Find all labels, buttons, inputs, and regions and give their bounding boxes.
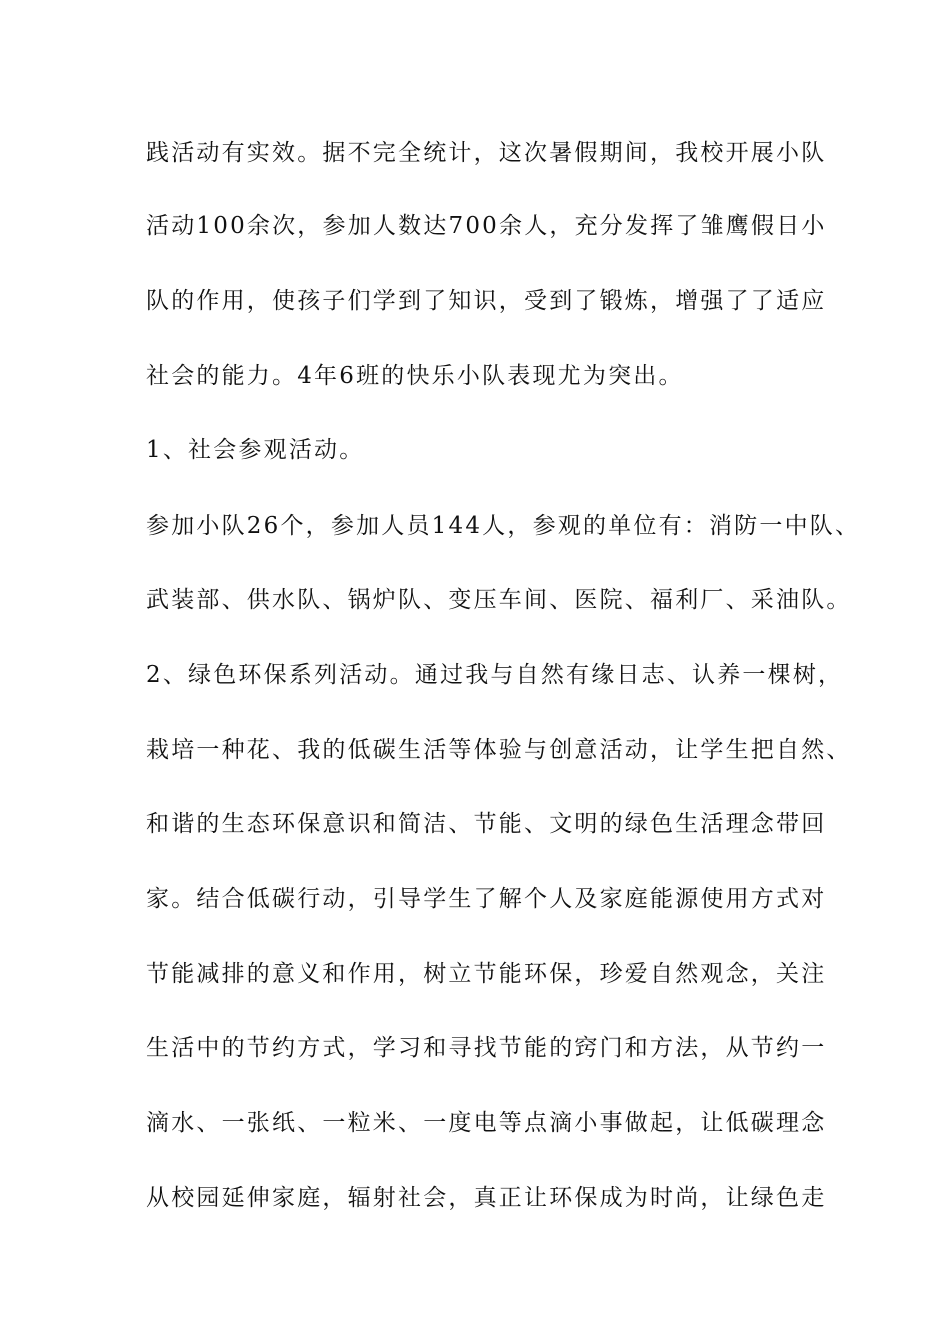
text-line: 滴水、一张纸、一粒米、一度电等点滴小事做起，让低碳理念	[146, 1110, 827, 1136]
text-line: 武装部、供水队、锅炉队、变压车间、医院、福利厂、采油队。	[146, 587, 852, 613]
text-line: 从校园延伸家庭，辐射社会，真正让环保成为时尚，让绿色走	[146, 1185, 827, 1211]
text-line: 社会的能力。4年6班的快乐小队表现尤为突出。	[146, 363, 684, 389]
text-line: 栽培一种花、我的低碳生活等体验与创意活动，让学生把自然、	[146, 737, 852, 763]
text-line: 家。结合低碳行动，引导学生了解个人及家庭能源使用方式对	[146, 886, 827, 912]
text-line: 活动100余次，参加人数达700余人，充分发挥了雏鹰假日小	[146, 213, 827, 239]
text-line: 践活动有实效。据不完全统计，这次暑假期间，我校开展小队	[146, 140, 827, 166]
text-line: 和谐的生态环保意识和简洁、节能、文明的绿色生活理念带回	[146, 811, 827, 837]
section-heading-2: 2、绿色环保系列活动。通过我与自然有缘日志、认养一棵树，	[146, 662, 844, 688]
text-line: 队的作用，使孩子们学到了知识，受到了锻炼，增强了了适应	[146, 288, 827, 314]
section-heading-1: 1、社会参观活动。	[146, 437, 365, 463]
text-line: 生活中的节约方式，学习和寻找节能的窍门和方法，从节约一	[146, 1035, 827, 1061]
text-line: 参加小队26个，参加人员144人，参观的单位有：消防一中队、	[146, 513, 861, 539]
text-line: 节能减排的意义和作用，树立节能环保，珍爱自然观念，关注	[146, 961, 827, 987]
